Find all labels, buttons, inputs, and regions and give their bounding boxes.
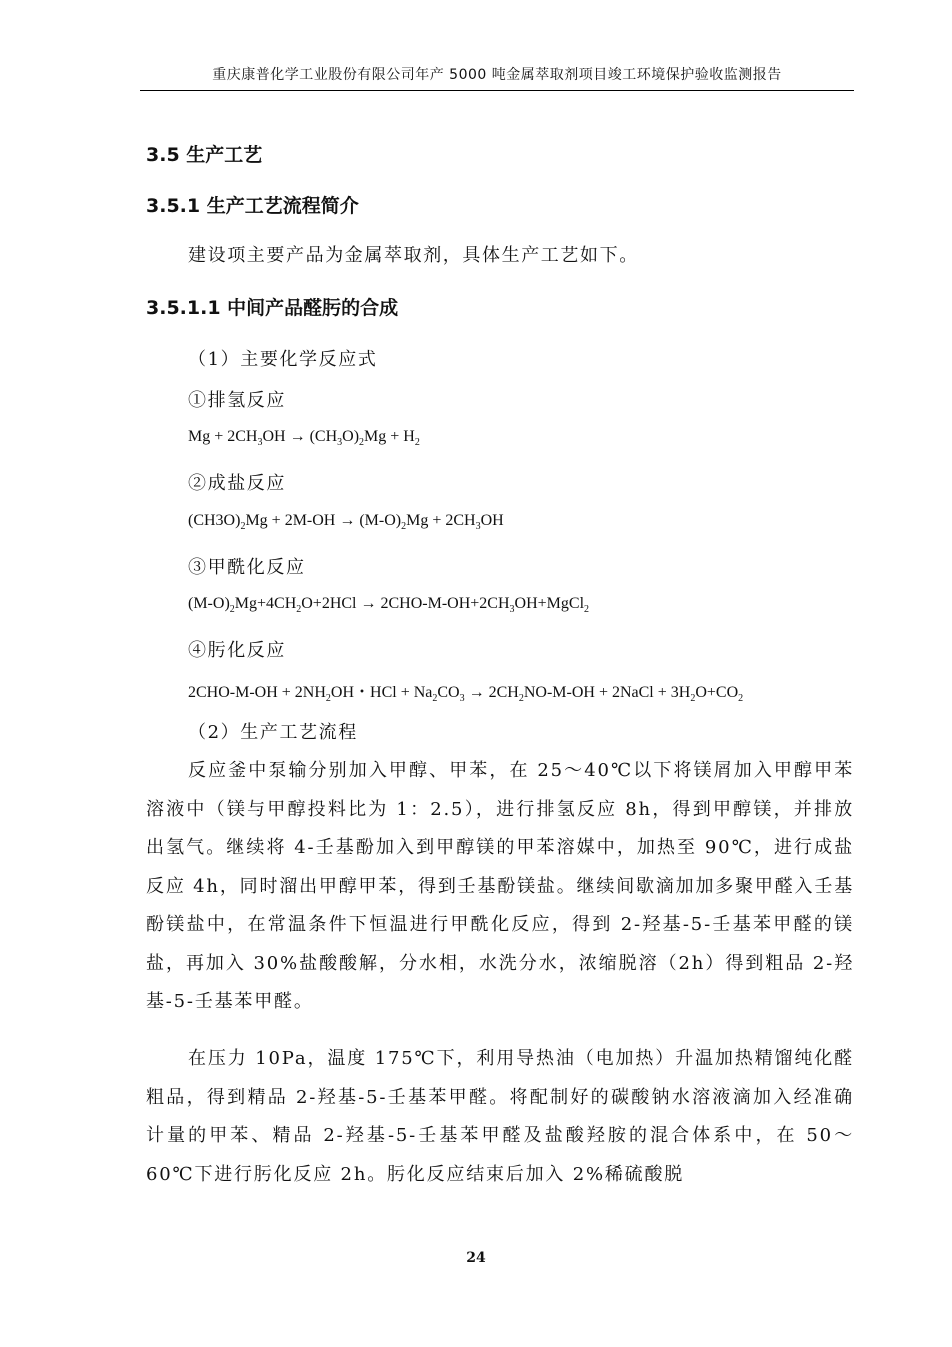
process-paragraph-2: 在压力 10Pa，温度 175℃下，利用导热油（电加热）升温加热精馏纯化醛粗品，得到精品 2-羟基-5-壬基苯甲醛。将配制好的碳酸钠水溶液滴加入经准确计量的甲苯、精品 2-羟基-5-壬基苯甲醛及盐酸羟胺的混合体系中，在 50～60℃下进行肟化反应 2h。肟化反应结束后加入 2%稀硫酸脱	[146, 1048, 854, 1185]
reaction-1-title: ①排氢反应	[188, 390, 286, 411]
reaction-4-title: ④肟化反应	[188, 640, 286, 661]
reaction-2-formula: $(CH3O)_2Mg + 2M-OH \to (M-O)_2Mg + 2CH_3OH$	[188, 512, 504, 533]
page-header: 重庆康普化学工业股份有限公司年产 5000 吨金属萃取剂项目竣工环境保护验收监测报告	[212, 67, 782, 83]
process-paragraph-1: 反应釜中泵输分别加入甲醇、甲苯，在 25～40℃以下将镁屑加入甲醇甲苯溶液中（镁与甲醇投料比为 1：2.5），进行排氢反应 8h，得到甲醇镁，并排放出氢气。继续将 4-壬基酚加入到甲醇镁的甲苯溶媒中，加热至 90℃，进行成盐反应 4h，同时溜出甲醇甲苯，得到壬基酚镁盐。继续间歇滴加加多聚甲醛入壬基酚镁盐中，在常温条件下恒温进行甲酰化反应，得到 2-羟基-5-壬基苯甲醛的镁盐，再加入 30%盐酸酸解，分水相，水洗分水，浓缩脱溶（2h）得到粗品 2-羟基-5-壬基苯甲醛。	[146, 760, 854, 1012]
reaction-1-formula: $Mg + 2CH_3OH \to (CH_3O)_2Mg + H_2$	[188, 428, 420, 449]
section-heading-3-5: 3.5 生产工艺	[146, 144, 263, 166]
section-heading-3-5-1-1: 3.5.1.1 中间产品醛肟的合成	[146, 297, 399, 319]
intro-text: 建设项主要产品为金属萃取剂，具体生产工艺如下。	[188, 245, 639, 266]
header-rule	[140, 90, 854, 91]
reaction-2-title: ②成盐反应	[188, 473, 286, 494]
reactions-heading: （1）主要化学反应式	[188, 349, 378, 370]
reaction-3-formula: $(M-O)_2Mg+4CH_2O+2HCl$ → $2CHO-M-OH+2CH_3OH+MgCl_2$	[188, 595, 590, 616]
page-number: 24	[466, 1250, 486, 1266]
process-heading: （2）生产工艺流程	[188, 722, 358, 743]
reaction-3-title: ③甲酰化反应	[188, 557, 306, 578]
reaction-4-formula: $2CHO-M-OH + 2NH_2OH$・HCl + $Na_2CO_3 \to 2CH_2NO-M-OH$ + 2NaCl + $3H_2O+CO_2$	[188, 684, 744, 705]
section-heading-3-5-1: 3.5.1 生产工艺流程简介	[146, 195, 359, 217]
